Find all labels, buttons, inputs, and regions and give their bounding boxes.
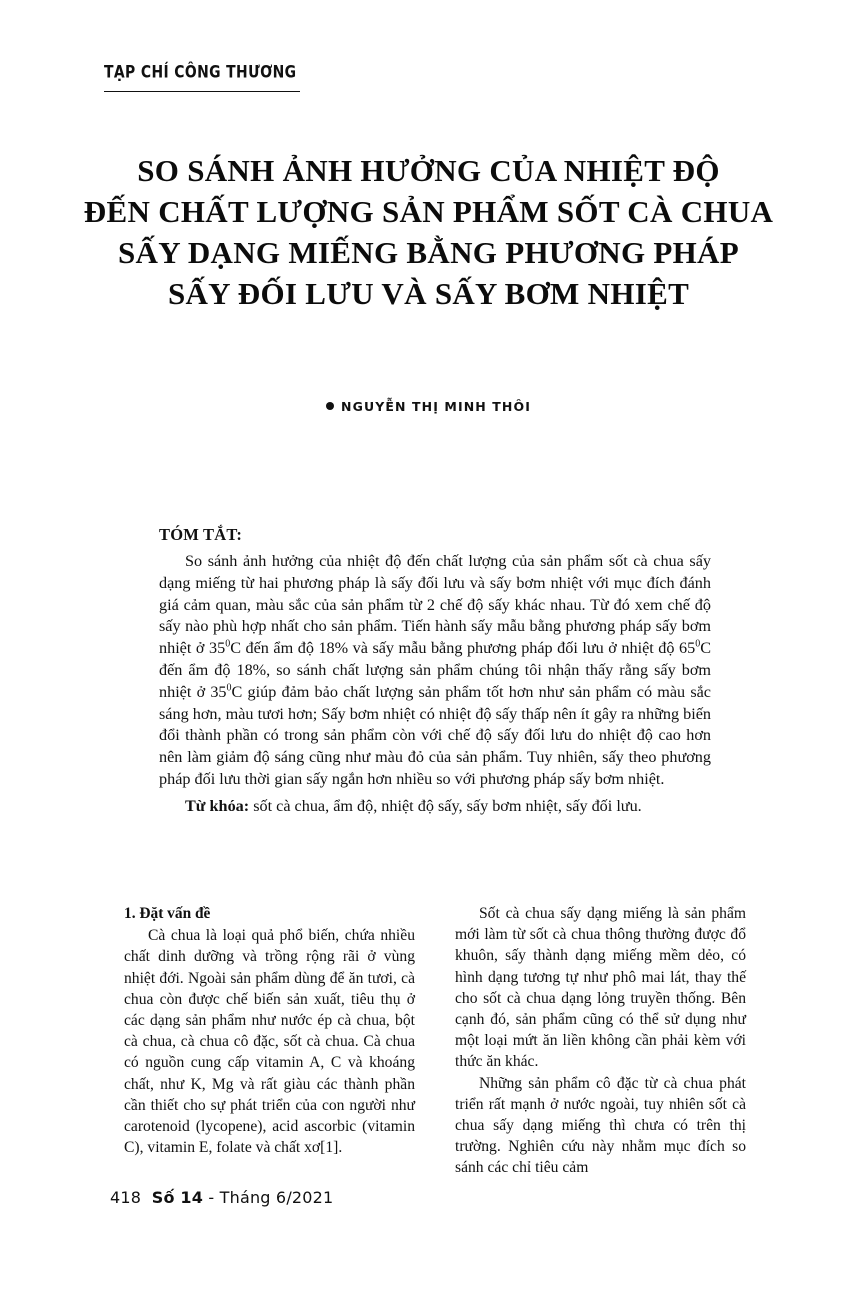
keywords-value: sốt cà chua, ẩm độ, nhiệt độ sấy, sấy bơm nhiệt, sấy đối lưu. [253,796,642,815]
keywords-label: Từ khóa: [185,796,250,815]
abstract-text-3: C đến ẩm độ 18%, so sánh chất lượng sản phẩm chúng tôi nhận thấy rằng sấy bơm nhiệt ở 35 [159,639,711,701]
abstract-degree-1: 0 [225,638,231,650]
right-column-paragraph-1: Sốt cà chua sấy dạng miếng là sản phẩm mới làm từ sốt cà chua thông thường được đổ khuôn, sấy thành dạng miếng mềm dẻo, có hình dạng tương tự như phô mai lát, thay thế cho sốt cà chua dạng lỏng truyền thống. Bên cạnh đó, sản phẩm cũng có thể sử dụng như một loại mứt ăn liền không cần phải kèm với thức ăn khác. [455,905,746,1071]
section-heading-introduction: 1. Đặt vấn đề [124,905,211,922]
footer-issue: Số 14 [151,1188,204,1207]
article-title-line-2: ĐẾN CHẤT LƯỢNG SẢN PHẨM SỐT CÀ CHUA [83,194,774,229]
left-column [124,903,415,1157]
abstract-section [159,525,711,818]
article-title [0,150,857,314]
right-column [455,903,746,1177]
bullet-icon [326,402,334,410]
abstract-text-2: C đến ẩm độ 18% và sấy mẫu bằng phương pháp đối lưu ở nhiệt độ 65 [230,639,696,658]
article-title-line-1: SO SÁNH ẢNH HƯỞNG CỦA NHIỆT ĐỘ [137,153,720,188]
author-name: NGUYỄN THỊ MINH THÔI [341,399,531,414]
abstract-text-1: So sánh ảnh hưởng của nhiệt độ đến chất lượng của sản phẩm sốt cà chua sấy dạng miếng từ hai phương pháp là sấy đối lưu và sấy bơm nhiệt với mục đích đánh giá cảm quan, màu sắc của sản phẩm từ 2 chế độ sấy khác nhau. Từ đó xem chế độ sấy nào phù hợp nhất cho sản phẩm. Tiến hành sấy mẫu bằng phương pháp sấy bơm nhiệt ở 35 [159,552,711,658]
footer-page-number: 418 [110,1188,142,1207]
article-title-line-3: SẤY DẠNG MIẾNG BẰNG PHƯƠNG PHÁP [118,235,739,270]
author-block [0,398,857,416]
article-title-line-4: SẤY ĐỐI LƯU VÀ SẤY BƠM NHIỆT [167,276,690,311]
masthead-divider [104,91,300,92]
journal-masthead [104,63,404,92]
abstract-degree-2: 0 [695,638,701,650]
abstract-body [159,551,711,791]
right-column-paragraph-2: Những sản phẩm cô đặc từ cà chua phát triển rất mạnh ở nước ngoài, tuy nhiên sốt cà chua sấy dạng miếng thì chưa có trên thị trường. Nghiên cứu này nhằm mục đích so sánh các chỉ tiêu cảm [455,1074,746,1177]
keywords-line [159,796,711,818]
abstract-degree-3: 0 [226,682,232,694]
page-footer [110,1188,333,1207]
abstract-text-4: C giúp đảm bảo chất lượng sản phẩm tốt hơn như sản phẩm có màu sắc sáng hơn, màu tươi hơn; Sấy bơm nhiệt có nhiệt độ sấy thấp nên ít gây ra những biến đổi thành phần có trong sản phẩm còn với chế độ sấy đối lưu do nhiệt độ cao hơn nên làm giảm độ sáng cũng như màu đỏ của sản phẩm. Tuy nhiên, sấy theo phương pháp đối lưu thời gian sấy ngắn hơn nhiều so với phương pháp sấy bơm nhiệt. [159,682,711,788]
abstract-heading: TÓM TẮT: [159,525,243,544]
left-column-paragraph: Cà chua là loại quả phổ biến, chứa nhiều chất dinh dưỡng và trồng rộng rãi ở vùng nhiệt đới. Ngoài sản phẩm dùng để ăn tươi, cà chua còn được chế biến sản xuất, tiêu thụ ở các dạng sản phẩm như nước ép cà chua, bột cà chua, cà chua cô đặc, sốt cà chua. Cà chua có nguồn cung cấp vitamin A, C và khoáng chất, như K, Mg và rất giàu các thành phần cần thiết cho sự phát triển của con người như carotenoid (lycopene), acid ascorbic (vitamin C), vitamin E, folate và chất xơ[1]. [124,927,415,1157]
footer-date: - Tháng 6/2021 [208,1188,334,1207]
body-columns [124,903,746,1177]
journal-masthead-title: TẠP CHÍ CÔNG THƯƠNG [104,63,297,82]
